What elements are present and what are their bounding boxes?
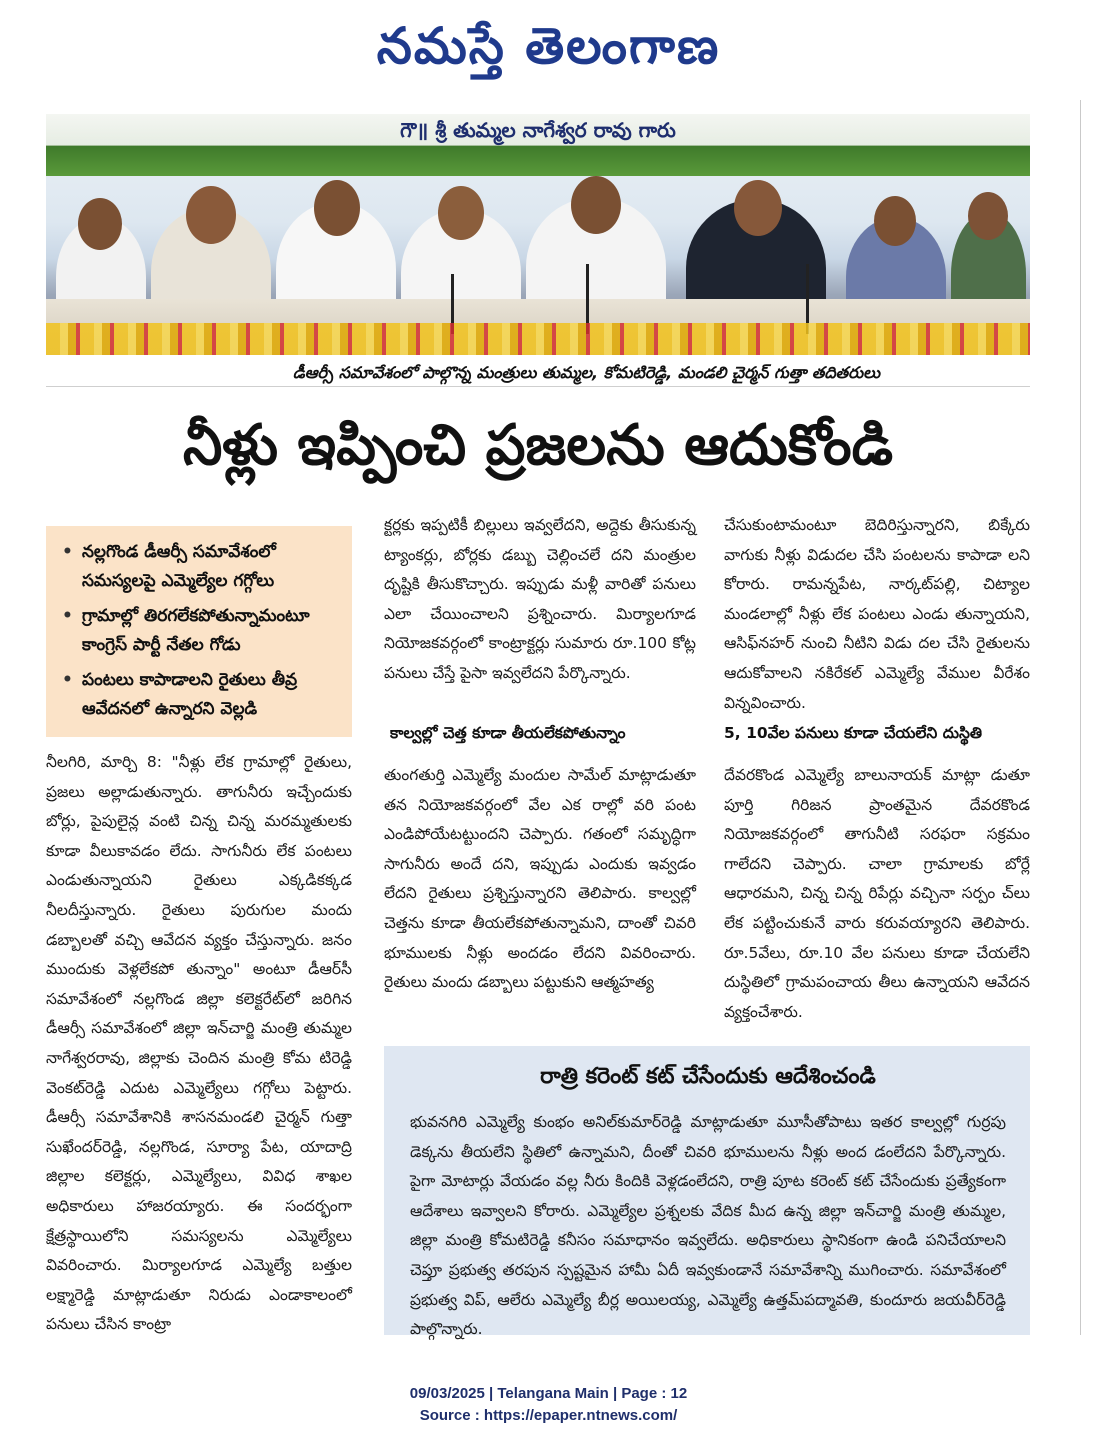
- highlight-text: గ్రామాల్లో తిరగలేకపోతున్నామంటూ కాంగ్రెస్ పార్టీ నేతల గోడు: [82, 606, 310, 655]
- person-head: [968, 192, 1008, 240]
- person-head: [78, 198, 122, 250]
- highlight-item: [62, 666, 344, 724]
- masthead-title: నమస్తే తెలంగాణ: [376, 16, 721, 75]
- boxed-story-title: రాత్రి కరెంట్ కట్ చేసేందుకు ఆదేశించండి: [540, 1064, 876, 1089]
- bullet-icon: •: [62, 670, 73, 690]
- person-head: [734, 180, 782, 236]
- person-head: [571, 176, 621, 234]
- highlight-text: పంటలు కాపాడాలని రైతులు తీవ్ర ఆవేదనలో ఉన్నారని వెల్లడి: [82, 670, 298, 719]
- article-column-1: [46, 748, 352, 1340]
- article-paragraph: దేవరకొండ ఎమ్మెల్యే బాలునాయక్ మాట్లా డుతూ పూర్తి గిరిజన ప్రాంతమైన దేవరకొండ నియోజకవర్గంలో తాగునీటి సరఫరా సక్రమం గాలేదని చెప్పారు. చాలా గ్రామాలకు బోర్లే ఆధారమని, చిన్న చిన్న రిపేర్లు వచ్చినా సర్పం చ్‌లు లేక పట్టించుకునే వారు కరువయ్యారని తెలిపారు. రూ.5వేలు, రూ.10 వేల పనులు కూడా చేయలేని దుస్థితిలో గ్రామపంచాయ తీలు ఉన్నాయని ఆవేదన వ్యక్తంచేశారు.: [724, 766, 1030, 1021]
- person-head: [314, 180, 360, 236]
- column-rule-right: [1080, 100, 1081, 1335]
- article-column-2: [384, 511, 696, 689]
- footer-source-link[interactable]: Source : https://epaper.ntnews.com/: [419, 1407, 678, 1424]
- boxed-story-body: భువనగిరి ఎమ్మెల్యే కుంభం అనిల్‌కుమార్‌రెడ్డి మాట్లాడుతూ మూసీతోపాటు ఇతర కాల్వల్లో గుర్రపు డెక్కను తీయలేని స్థితిలో ఉన్నామని, దీంతో చివరి భూములను నీళ్లు అంద డంలేదని పేర్కొన్నారు. పైగా మోటార్లు వేయడం వల్ల నీరు కిందికి వెళ్లడంలేదని, రాత్రి పూట కరెంట్ కట్ చేసేందుకు ప్రత్యేకంగా ఆదేశాలు ఇవ్వాలని కోరారు. ఎమ్మెల్యేల ప్రశ్నలకు వేదిక మీద ఉన్న జిల్లా ఇన్‌చార్జి మంత్రి తుమ్మల, జిల్లా మంత్రి కోమటిరెడ్డి కనీసం సమాధానం ఇవ్వలేదు. అధికారులు స్థానికంగా ఉండి పనిచేయాలని చెప్తూ ప్రభుత్వ తరపున స్పష్టమైన హామీ ఏదీ ఇవ్వకుండానే సమావేశాన్ని ముగించారు. సమావేశంలో ప్రభుత్వ విప్, ఆలేరు ఎమ్మెల్యే బీర్ల అయిలయ్య, ఎమ్మెల్యే ఉత్తమ్‌పద్మావతి, కుందూరు జయవీర్‌రెడ్డి పాల్గొన్నారు.: [410, 1113, 1006, 1339]
- bullet-icon: •: [62, 606, 73, 626]
- article-column-3b: [724, 761, 1030, 1027]
- subheading: 5, 10వేల పనులు కూడా చేయలేని దుస్థితి: [724, 724, 982, 742]
- boxed-story: [384, 1046, 1030, 1339]
- subheading: కాల్వల్లో చెత్త కూడా తీయలేకపోతున్నాం: [390, 724, 626, 742]
- news-photo: [46, 114, 1030, 355]
- footer: [0, 1383, 1097, 1427]
- article-paragraph: క్టర్లకు ఇప్పటికీ బిల్లులు ఇవ్వలేదని, అద్దెకు తీసుకున్న ట్యాంకర్లు, బోర్లకు డబ్బు చెల్లించలే దని మంత్రుల దృష్టికి తీసుకొచ్చారు. ఇప్పుడు మళ్లీ వారితో పనులు ఎలా చేయించాలని ప్రశ్నించారు. మిర్యాలగూడ నియోజకవర్గంలో కాంట్రాక్టర్లు సుమారు రూ.100 కోట్ల పనులు చేస్తే పైసా ఇవ్వలేదని పేర్కొన్నారు.: [384, 516, 696, 682]
- flower-garland: [46, 323, 1030, 355]
- highlights-box: [46, 526, 352, 737]
- bullet-icon: •: [62, 542, 73, 562]
- person-head: [874, 196, 916, 246]
- article-column-3: [724, 511, 1030, 718]
- person-head: [438, 186, 484, 240]
- article-paragraph: నీలగిరి, మార్చి 8: "నీళ్లు లేక గ్రామాల్లో రైతులు, ప్రజలు అల్లాడుతున్నారు. తాగునీరు ఇచ్చేందుకు బోర్లు, పైపులైన్ల వంటి చిన్న చిన్న మరమ్మతులకు కూడా వీలుకావడం లేదు. సాగునీరు లేక పంటలు ఎండుతున్నాయని రైతులు ఎక్కడికక్కడ నీలదీస్తున్నారు. రైతులు పురుగుల మందు డబ్బాలతో వచ్చి ఆవేదన వ్యక్తం చేస్తున్నారు. జనం ముందుకు వెళ్లలేకపో తున్నాం" అంటూ డీఆర్‌సీ సమావేశంలో నల్లగొండ జిల్లా కలెక్టరేట్‌లో జరిగిన డీఆర్సీ సమావేశంలో జిల్లా ఇన్‌చార్జి మంత్రి తుమ్మల నాగేశ్వరరావు, జిల్లాకు చెందిన మంత్రి కోమ టిరెడ్డి వెంకట్‌రెడ్డి ఎదుట ఎమ్మెల్యేలు గగ్గోలు పెట్టారు. డీఆర్సీ సమావేశానికి శాసనమండలి చైర్మన్ గుత్తా సుఖేందర్‌రెడ్డి, నల్లగొండ, సూర్యా పేట, యాదాద్రి జిల్లాల కలెక్టర్లు, ఎమ్మెల్యేలు, వివిధ శాఖల అధికారులు హాజరయ్యారు. ఈ సందర్భంగా క్షేత్రస్థాయిలోని సమస్యలను ఎమ్మెల్యేలు వివరించారు. మిర్యాలగూడ ఎమ్మెల్యే బత్తుల లక్ష్మారెడ్డి మాట్లాడుతూ నిరుడు ఎండాకాలంలో పనులు చేసిన కాంట్రా: [46, 753, 352, 1334]
- footer-date-line: 09/03/2025 | Telangana Main | Page : 12: [409, 1385, 688, 1402]
- highlight-text: నల్లగొండ డీఆర్సీ సమావేశంలో సమస్యలపై ఎమ్మెల్యేల గగ్గోలు: [82, 542, 276, 591]
- highlight-item: [62, 538, 344, 596]
- article-paragraph: చేసుకుంటామంటూ బెదిరిస్తున్నారని, బిక్కేరు వాగుకు నీళ్లు విడుదల చేసి పంటలను కాపాడా లని కోరారు. రామన్నపేట, నార్కట్‌పల్లి, చిట్యాల మండలాల్లో నీళ్లు లేక పంటలు ఎండు తున్నాయని, ఆసిఫ్‌నహర్ నుంచి నీటిని విడు దల చేసి రైతులను ఆదుకోవాలని నకిరేకల్ ఎమ్మెల్యే వేముల వీరేశం విన్నవించారు.: [724, 516, 1030, 712]
- person-head: [186, 186, 236, 244]
- masthead: [0, 0, 1097, 104]
- headline: నీళ్లు ఇప్పించి ప్రజలను ఆదుకోండి: [182, 413, 894, 478]
- highlight-item: [62, 602, 344, 660]
- article-paragraph: తుంగతుర్తి ఎమ్మెల్యే మందుల సామేల్ మాట్లాడుతూ తన నియోజకవర్గంలో వేల ఎక రాల్లో వరి పంట ఎండిపోయేటట్టుందని చెప్పారు. గతంలో సమృద్ధిగా సాగునీరు అందే దని, ఇప్పుడు ఎందుకు ఇవ్వడం లేదని రైతులు ప్రశ్నిస్తున్నారని తెలిపారు. కాల్వల్లో చెత్తను కూడా తీయలేకపోతున్నామని, దాంతో చివరి భూములకు నీళ్లు అందడం లేదని వివరించారు. రైతులు మందు డబ్బాలు పట్టుకుని ఆత్మహత్య: [384, 766, 696, 992]
- photo-caption: డీఆర్సీ సమావేశంలో పాల్గొన్న మంత్రులు తుమ్మల, కోమటిరెడ్డి, మండలి చైర్మన్ గుత్తా తదితరులు: [46, 359, 1030, 387]
- article-column-2b: [384, 761, 696, 998]
- photo-banner: [46, 114, 1030, 176]
- photo-banner-text: గౌ॥ శ్రీ తుమ్మల నాగేశ్వర రావు గారు: [400, 118, 676, 142]
